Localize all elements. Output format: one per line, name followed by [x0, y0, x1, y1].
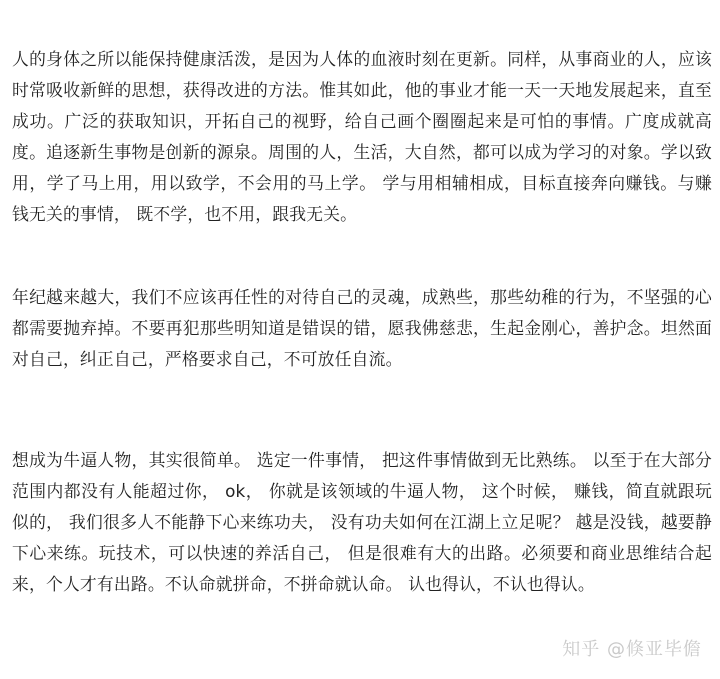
- paragraph-1: 人的身体之所以能保持健康活泼，是因为人体的血液时刻在更新。同样，从事商业的人，应该时常吸收新鲜的思想，获得改进的方法。惟其如此，他的事业才能一天一天地发展起来，直至成功。广泛的获取知识，开拓自己的视野，给自己画个圈圈起来是可怕的事情。广度成就高度。追逐新生事物是创新的源泉。周围的人，生活，大自然，都可以成为学习的对象。学以致用，学了马上用，用以致学，不会用的马上学。 学与用相辅相成，目标直接奔向赚钱。与赚钱无关的事情， 既不学，也不用，跟我无关。: [12, 49, 712, 224]
- paragraph-2: 年纪越来越大，我们不应该再任性的对待自己的灵魂，成熟些，那些幼稚的行为，不坚强的心都需要抛弃掉。不要再犯那些明知道是错误的错，愿我佛慈悲，生起金刚心，善护念。坦然面对自己，纠正自己，严格要求自己，不可放任自流。: [12, 287, 712, 369]
- paragraph-3: 想成为牛逼人物，其实很简单。 选定一件事情， 把这件事情做到无比熟练。 以至于在大部分 范围内都没有人能超过你， ok， 你就是该领域的牛逼人物， 这个时候， 赚钱，简直就跟玩似的， 我们很多人不能静下心来练功夫， 没有功夫如何在江湖上立足呢？ 越是没钱，越要静下心来练。玩技术，可以快速的养活自己， 但是很难有大的出路。必须要和商业思维结合起来，个人才有出路。不认命就拼命，不拼命就认命。 认也得认，不认也得认。: [12, 450, 712, 594]
- zhihu-watermark: 知乎 @倏亚毕儋: [562, 639, 702, 660]
- article-body: [12, 44, 712, 600]
